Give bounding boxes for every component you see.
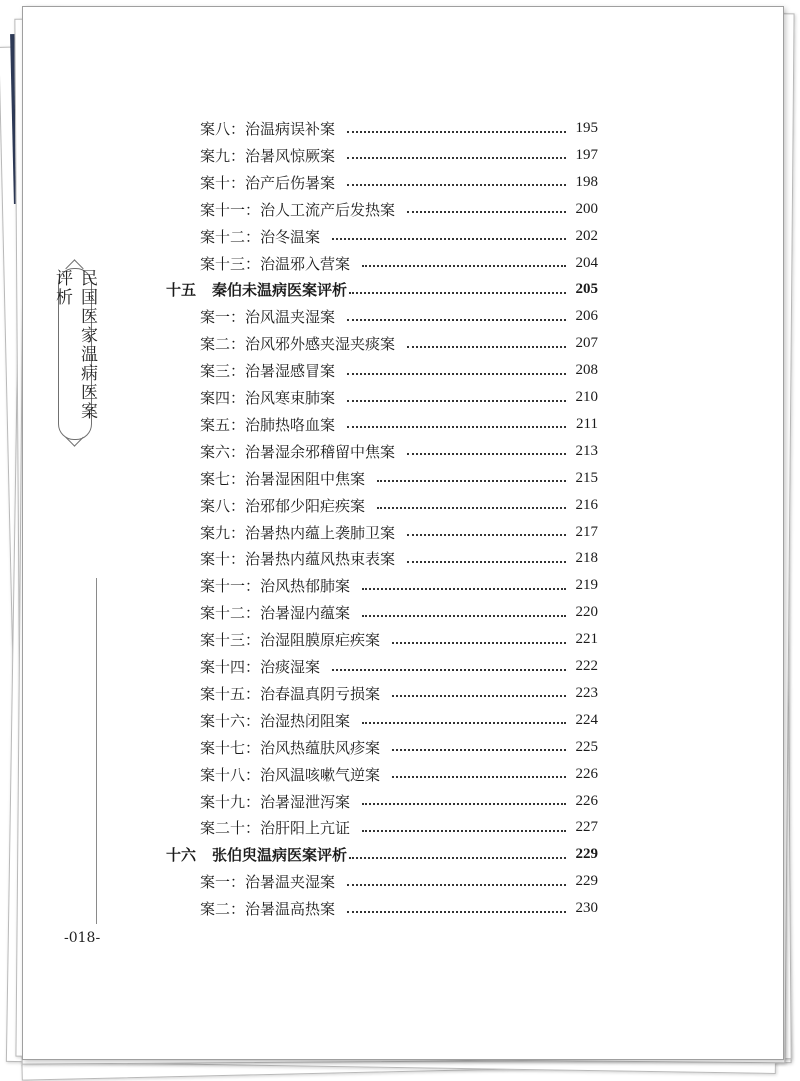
toc-entry-page: 198 (575, 173, 598, 190)
toc-entry-title: 治暑湿余邪稽留中焦案 (245, 442, 396, 461)
toc-entry-number: 案二： (200, 900, 246, 919)
toc-entry-title: 治暑湿感冒案 (245, 362, 336, 381)
toc-entry-title: 治暑温高热案 (245, 900, 336, 919)
toc-entry-number: 案十七： (200, 738, 261, 757)
toc-case-row (200, 895, 598, 922)
side-rule-line (96, 578, 97, 924)
toc-entry-page: 210 (575, 389, 598, 405)
toc-dot-leader (347, 909, 565, 913)
toc-entry-number: 案十二： (200, 604, 261, 623)
toc-section-row (166, 276, 598, 303)
toc-entry-page: 211 (576, 415, 598, 432)
toc-dot-leader (377, 478, 565, 482)
toc-entry-number: 案十九： (200, 792, 261, 811)
toc-entry-number: 案十一： (200, 577, 261, 596)
toc-dot-leader (347, 398, 565, 402)
toc-dot-leader (347, 317, 565, 321)
toc-entry-title: 治风温夹湿案 (245, 308, 336, 327)
toc-dot-leader (392, 774, 565, 778)
toc-dot-leader (407, 559, 565, 563)
toc-dot-leader (332, 667, 565, 671)
toc-entry-title: 治暑湿困阻中焦案 (245, 469, 366, 488)
toc-dot-leader (407, 532, 565, 536)
toc-dot-leader (347, 371, 565, 375)
toc-entry-title: 治温病误补案 (245, 120, 336, 138)
toc-case-row (200, 196, 598, 223)
toc-entry-title: 治风邪外感夹湿夹痰案 (245, 335, 396, 354)
toc-case-row (200, 223, 598, 250)
toc-entry-title: 治风温咳嗽气逆案 (260, 765, 381, 784)
toc-dot-leader (349, 290, 565, 294)
toc-case-row (200, 142, 598, 169)
toc-entry-number: 十五 (166, 281, 197, 300)
toc-entry-title: 治暑湿内蕴案 (260, 604, 351, 623)
toc-dot-leader (347, 182, 565, 186)
toc-section-row (166, 841, 598, 868)
toc-entry-page: 227 (575, 819, 598, 836)
toc-case-row (200, 438, 598, 465)
toc-entry-page: 205 (575, 281, 598, 298)
toc-dot-leader (347, 882, 565, 886)
toc-entry-page: 217 (575, 523, 598, 540)
toc-case-row (200, 734, 598, 761)
toc-dot-leader (347, 129, 565, 133)
toc-entry-title: 治温邪入营案 (260, 254, 351, 273)
toc-entry-title: 治肝阳上亢证 (260, 819, 351, 838)
toc-entry-number: 十六 (166, 846, 197, 865)
toc-entry-page: 195 (575, 120, 598, 136)
toc-dot-leader (392, 640, 565, 644)
toc-entry-number: 案八： (200, 120, 246, 138)
toc-case-row (200, 330, 598, 357)
toc-entry-number: 案四： (200, 389, 246, 407)
toc-entry-page: 221 (575, 631, 598, 648)
toc-entry-title: 治暑温夹湿案 (245, 873, 336, 892)
toc-case-row (200, 868, 598, 895)
toc-case-row (200, 626, 598, 653)
side-title: 民国医家温病医案评析 (52, 269, 97, 421)
toc-entry-page: 226 (575, 792, 598, 809)
toc-case-row (200, 115, 598, 142)
toc-entry-number: 案一： (200, 308, 246, 327)
toc-entry-title: 治湿阻膜原疟疾案 (260, 631, 381, 650)
toc-entry-number: 案三： (200, 362, 246, 381)
toc-dot-leader (377, 505, 565, 509)
toc-entry-number: 案二十： (200, 819, 261, 838)
toc-entry-title: 张伯臾温病医案评析 (212, 846, 348, 865)
toc-entry-title: 治风热郁肺案 (260, 577, 351, 596)
toc-case-row (200, 519, 598, 546)
toc-entry-page: 229 (575, 873, 598, 890)
toc-entry-number: 案五： (200, 415, 246, 434)
toc-dot-leader (362, 263, 565, 267)
toc-entry-page: 213 (575, 442, 598, 459)
toc-case-row (200, 384, 598, 411)
toc-case-row (200, 545, 598, 572)
toc-entry-page: 222 (575, 658, 598, 674)
toc-entry-page: 220 (575, 604, 598, 621)
toc-entry-title: 治暑热内蕴风热束表案 (245, 550, 396, 569)
toc-entry-page: 218 (575, 550, 598, 567)
toc-entry-number: 案十： (200, 173, 246, 192)
toc-entry-number: 案一： (200, 873, 246, 892)
toc-entry-title: 秦伯未温病医案评析 (212, 281, 348, 300)
toc-case-row (200, 250, 598, 277)
toc-entry-page: 197 (575, 146, 598, 163)
toc-entry-number: 案十四： (200, 658, 261, 676)
toc-case-row (200, 814, 598, 841)
toc-entry-page: 202 (575, 227, 598, 244)
toc-entry-page: 216 (575, 496, 598, 513)
toc-case-row (200, 572, 598, 599)
toc-entry-number: 案十二： (200, 227, 261, 246)
toc-dot-leader (362, 586, 565, 590)
toc-dot-leader (362, 828, 565, 832)
toc-dot-leader (362, 720, 565, 724)
side-title-frame (52, 268, 97, 440)
toc-dot-leader (392, 693, 565, 697)
toc-entry-number: 案十五： (200, 684, 261, 703)
toc-entry-number: 案七： (200, 469, 246, 488)
toc-entry-title: 治风热蕴肤风疹案 (260, 738, 381, 757)
toc-dot-leader (407, 451, 565, 455)
toc-entry-title: 治产后伤暑案 (245, 173, 336, 192)
toc-entry-title: 治暑湿泄泻案 (260, 792, 351, 811)
toc-dot-leader (407, 344, 565, 348)
toc-entry-title: 治暑热内蕴上袭肺卫案 (245, 523, 396, 542)
toc-entry-page: 230 (575, 900, 598, 917)
toc-case-row (200, 653, 598, 680)
toc-entry-page: 200 (575, 200, 598, 217)
toc-case-row (200, 492, 598, 519)
toc-entry-number: 案十： (200, 550, 246, 569)
toc-entry-title: 治暑风惊厥案 (245, 146, 336, 165)
toc-case-row (200, 707, 598, 734)
toc-case-row (200, 680, 598, 707)
toc-dot-leader (362, 613, 565, 617)
toc-entry-number: 案十三： (200, 631, 261, 650)
toc-entry-page: 219 (575, 577, 598, 594)
toc-entry-number: 案八： (200, 496, 246, 515)
toc-case-row (200, 465, 598, 492)
toc-entry-number: 案十三： (200, 254, 261, 273)
toc-entry-number: 案六： (200, 442, 246, 461)
toc-entry-title: 治风寒束肺案 (245, 389, 336, 407)
toc-entry-title: 治邪郁少阳疟疾案 (245, 496, 366, 515)
toc-entry-page: 229 (575, 846, 598, 863)
toc-entry-title: 治春温真阴亏损案 (260, 684, 381, 703)
toc-entry-page: 226 (575, 765, 598, 782)
toc-entry-number: 案十一： (200, 200, 261, 219)
toc-entry-number: 案十六： (200, 711, 261, 730)
toc-entry-title: 治冬温案 (260, 227, 321, 246)
toc-dot-leader (349, 855, 565, 859)
toc-dot-leader (407, 209, 565, 213)
toc-case-row (200, 788, 598, 815)
toc-entry-page: 207 (575, 335, 598, 352)
toc-case-row (200, 411, 598, 438)
toc-entry-page: 225 (575, 738, 598, 755)
toc-case-row (200, 357, 598, 384)
toc-entry-page: 223 (575, 684, 598, 701)
toc-dot-leader (347, 155, 565, 159)
toc-entry-page: 204 (575, 254, 598, 271)
toc-entry-page: 208 (575, 362, 598, 379)
toc-entry-number: 案十八： (200, 765, 261, 784)
toc-dot-leader (362, 801, 565, 805)
toc-dot-leader (332, 236, 565, 240)
toc-entry-number: 案九： (200, 146, 246, 165)
toc-entry-title: 治湿热闭阻案 (260, 711, 351, 730)
toc-entry-title: 治人工流产后发热案 (260, 200, 396, 219)
toc-entry-page: 206 (575, 308, 598, 325)
page-number: -018- (64, 930, 101, 946)
toc-entry-title: 治肺热咯血案 (245, 415, 336, 434)
toc-entry-number: 案九： (200, 523, 246, 542)
toc-entry-title: 治痰湿案 (260, 658, 321, 676)
toc-dot-leader (392, 747, 565, 751)
toc-case-row (200, 599, 598, 626)
toc-case-row (200, 303, 598, 330)
toc-dot-leader (347, 424, 566, 428)
toc-case-row (200, 761, 598, 788)
toc-case-row (200, 169, 598, 196)
toc-entry-page: 215 (575, 469, 598, 486)
toc-entry-page: 224 (575, 711, 598, 728)
toc-entry-number: 案二： (200, 335, 246, 354)
